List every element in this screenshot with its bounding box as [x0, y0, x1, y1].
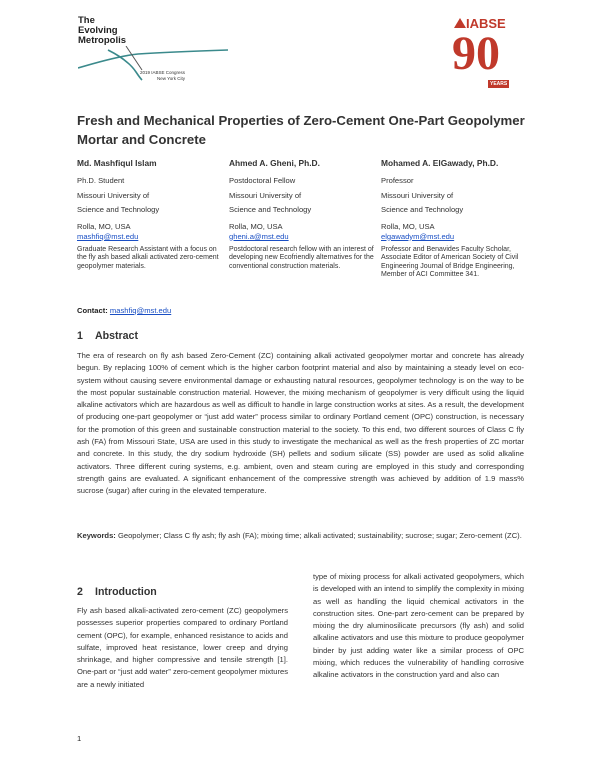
author-block — [229, 156, 379, 271]
logo-title-line: Metropolis — [78, 35, 127, 46]
author-bio: Graduate Research Assistant with a focus on the fly ash based alkali activated zero-cement geopolymer materials. — [77, 245, 219, 270]
author-email-link[interactable]: gheni.a@mst.edu — [229, 231, 289, 241]
contact-line — [77, 306, 171, 315]
logo-sub-line: New York City — [157, 75, 186, 81]
author-affiliation: Missouri University of — [381, 190, 454, 200]
author-name: Mohamed A. ElGawady, Ph.D. — [381, 158, 499, 168]
abstract-text: The era of research on fly ash based Zero-Cement (ZC) containing alkali activated geopolymer mortar and concrete has already begun. By replacing 100% of cement which is the higher carbon footprint material and also by maintaining a steady level on eco-system without causing severe environmental damage or exhausting natural resources, geopolymer technology is on the way to be the most popular sustainable construction material. However, the mixing mechanism of geopolymer is very difficult using the liquid alkaline activators which are hazardous as well as difficult to handle in large construction works at sites. As a result, the development of producing one-part geopolymer or “just add water” process similar to ordinary Portland cement (OPC) construction, is necessary for the promotion of this green and sustainable construction material to the society. To this end, two different sources of Class C fly ash (FA) from Missouri State, USA are used in this study to investigate the mechanical as well as the fresh properties of ZC mortar and concrete. In this study, the dry sodium hydroxide (SH) pellets and sodium silicate (SS) powder are used as solid alkaline activators. Three different curing systems, e.g. ambient, oven and steam curing are employed in this study and corresponding strength gains are evaluated. A significant enhancement of the compressive strength was achieved by addition of 1.9 mass% sucrose (sugar) after curing in the elevated temperature. — [77, 351, 524, 496]
author-affiliation: Science and Technology — [229, 205, 312, 215]
logo-sub-line: 2019 IABSE Congress — [140, 70, 186, 75]
author-location: Rolla, MO, USA — [381, 221, 435, 231]
author-affiliation: Missouri University of — [77, 190, 150, 200]
author-location: Rolla, MO, USA — [77, 221, 131, 231]
iabse-90-years-logo — [452, 16, 526, 88]
contact-email-link[interactable]: mashfiq@mst.edu — [109, 306, 172, 315]
author-affiliation: Missouri University of — [229, 190, 302, 200]
conference-logo-subtitle — [140, 70, 185, 81]
author-position: Professor — [381, 176, 414, 186]
section-number: 1 — [77, 330, 83, 342]
section-title: Abstract — [95, 330, 138, 342]
keywords — [77, 530, 524, 542]
author-bio: Professor and Benavides Faculty Scholar, Associate Editor of American Society of Civil Engineering Journal of Bridge Engineering, Member of ACI Committee 341. — [381, 245, 519, 279]
author-block — [381, 156, 531, 280]
introduction-column-1: Fly ash based alkali-activated zero-cement (ZC) geopolymers possesses superior properties compared to ordinary Portland cement (OPC), for example, enhanced resistance to acids and sulfate, improved heat resistance, lower creep and drying shrinkage, and higher compressive and tensile strength [1]. One-part or “just add water” zero-cement geopolymer mixtures are a newly initiated — [77, 606, 288, 689]
logo-title-line: The — [78, 15, 95, 26]
conference-logo — [78, 16, 238, 82]
contact-label: Contact: — [77, 306, 108, 315]
author-bio: Postdoctoral research fellow with an interest of developing new Ecofriendly alternatives for the conventional construction materials. — [229, 245, 374, 270]
author-name: Ahmed A. Gheni, Ph.D. — [229, 158, 320, 168]
page-number: 1 — [77, 734, 82, 743]
section-number: 2 — [77, 586, 83, 598]
author-position: Ph.D. Student — [77, 176, 125, 186]
section-title: Introduction — [95, 586, 157, 598]
iabse-logo-number: 90 — [452, 27, 500, 80]
keywords-text: Geopolymer; Class C fly ash; fly ash (FA); mixing time; alkali activated; sustainability; sucrose; sugar; Zero-cement (ZC). — [117, 531, 522, 540]
conference-logo-title — [78, 16, 238, 46]
author-location: Rolla, MO, USA — [229, 221, 283, 231]
author-name: Md. Mashfiqul Islam — [77, 158, 157, 168]
author-affiliation: Science and Technology — [77, 205, 160, 215]
author-email-link[interactable]: elgawadym@mst.edu — [381, 231, 455, 241]
introduction-heading — [77, 586, 157, 598]
logo-title-line: Evolving — [78, 25, 118, 36]
author-position: Postdoctoral Fellow — [229, 176, 296, 186]
iabse-logo-word: IABSE — [466, 16, 506, 31]
abstract-heading — [77, 330, 138, 342]
keywords-label: Keywords: — [77, 531, 116, 540]
introduction-column-2: type of mixing process for alkali activated geopolymers, which is developed with an intend to simplify the complexity in mixing as well as handling the liquid chemical activators in the construction sites. One-part zero-cement can be prepared by mixing the dry aluminosilicate precursors (fly ash) and solid alkaline activators and use this mixture to produce geopolymer binder by just adding water like a similar process of OPC mixing, which reduces the vulnerability of handling corrosive alkaline activators in the construction yard and also can — [313, 572, 524, 680]
iabse-logo-years: YEARS — [490, 81, 508, 87]
author-email-link[interactable]: mashfiq@mst.edu — [77, 231, 139, 241]
paper-title: Fresh and Mechanical Properties of Zero-Cement One-Part Geopolymer Mortar and Concrete — [77, 113, 525, 147]
author-affiliation: Science and Technology — [381, 205, 464, 215]
author-block — [77, 156, 227, 271]
